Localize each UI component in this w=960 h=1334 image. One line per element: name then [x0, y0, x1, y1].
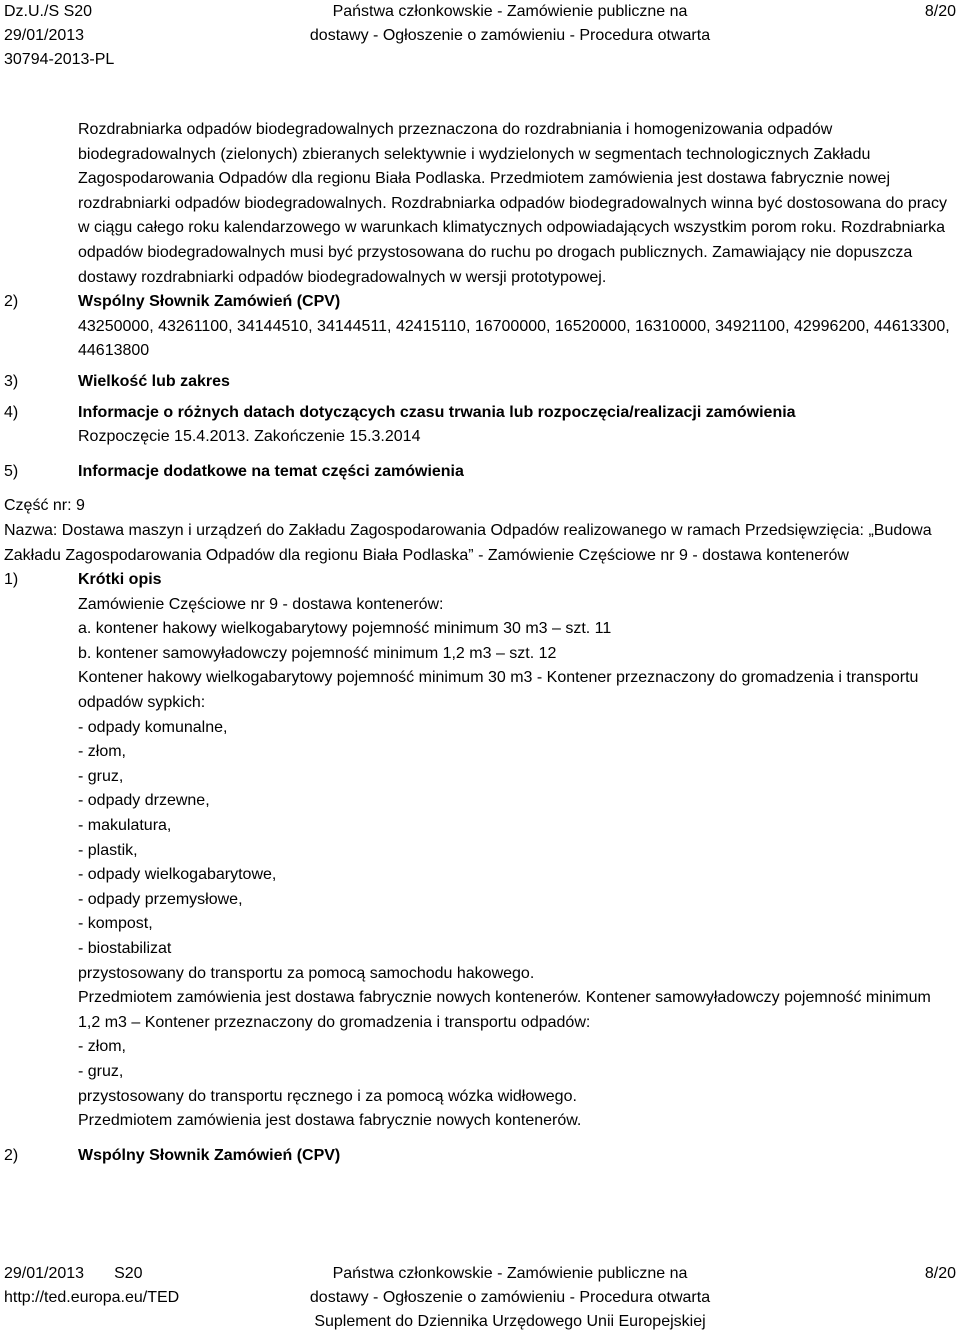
footer-series: S20	[114, 1265, 143, 1282]
dates-text: Rozpoczęcie 15.4.2013. Zakończenie 15.3.2014	[78, 428, 421, 446]
footer-date-series	[4, 1262, 143, 1286]
page-header	[0, 0, 960, 72]
section-heading: Wspólny Słownik Zamówień (CPV)	[78, 293, 341, 311]
footer-date: 29/01/2013	[4, 1265, 85, 1282]
desc-line: Przedmiotem zamówienia jest dostawa fabrycznie nowych kontenerów. Kontener samowyładowczy pojemność minimum 1,2 m3 – Kontener przeznaczony do gromadzenia i transportu odpadów:	[78, 989, 931, 1031]
section-dates	[4, 401, 956, 450]
desc-line: przystosowany do transportu za pomocą samochodu hakowego.	[78, 964, 535, 982]
section-number: 4)	[4, 403, 19, 421]
section-number: 5)	[4, 462, 19, 480]
desc-line: - odpady wielkogabarytowe,	[78, 866, 277, 884]
section-cpv-2	[4, 1144, 956, 1169]
section-heading: Wielkość lub zakres	[78, 372, 230, 390]
desc-line: - odpady komunalne,	[78, 718, 228, 736]
section-short-description	[4, 568, 956, 1134]
desc-line: - plastik,	[78, 841, 138, 859]
doc-id: Dz.U./S S20	[4, 3, 93, 20]
cpv-codes: 43250000, 43261100, 34144510, 34144511, 42415110, 16700000, 16520000, 16310000, 34921100, 42996200, 44613300, 44613800	[78, 317, 950, 360]
section-heading: Wspólny Słownik Zamówień (CPV)	[78, 1146, 341, 1164]
header-date: 29/01/2013	[4, 27, 85, 44]
header-title	[260, 3, 760, 48]
section-cpv	[4, 290, 956, 364]
desc-line: b. kontener samowyładowczy pojemność minimum 1,2 m3 – szt. 12	[78, 644, 557, 662]
desc-line: - biostabilizat	[78, 940, 172, 957]
desc-line: - złom,	[78, 743, 126, 761]
footer-url[interactable]: http://ted.europa.eu/TED	[4, 1289, 180, 1306]
section-heading: Krótki opis	[78, 571, 162, 589]
section-number: 1)	[4, 571, 19, 589]
desc-line: - odpady przemysłowe,	[78, 890, 243, 908]
part-name: Nazwa: Dostawa maszyn i urządzeń do Zakładu Zagospodarowania Odpadów realizowanego w ramach Przedsięwzięcia: „Budowa Zakładu Zagospodarowania Odpadów dla regionu Biała Podlaska” - Zamówienie Częściowe nr 9 - dostawa kontenerów	[4, 521, 932, 564]
desc-line: - odpady drzewne,	[78, 792, 210, 810]
header-left	[4, 0, 114, 72]
desc-line: przystosowany do transportu ręcznego i za pomocą wózka widłowego.	[78, 1087, 577, 1105]
section-heading: Informacje dodatkowe na temat części zamówienia	[78, 462, 464, 480]
desc-line: Kontener hakowy wielkogabarytowy pojemność minimum 30 m3 - Kontener przeznaczony do gromadzenia i transportu odpadów sypkich:	[78, 669, 919, 712]
desc-line: - złom,	[78, 1038, 126, 1056]
section-number: 2)	[4, 1146, 19, 1164]
part-number: Część nr: 9	[4, 497, 85, 515]
footer-title-line2: dostawy - Ogłoszenie o zamówieniu - Procedura otwarta	[309, 1289, 711, 1306]
desc-line: Zamówienie Częściowe nr 9 - dostawa kontenerów:	[78, 595, 444, 613]
short-description-lines	[78, 593, 956, 1134]
header-ref: 30794-2013-PL	[4, 51, 115, 68]
footer-page-number: 8/20	[924, 1265, 956, 1282]
desc-line: Przedmiotem zamówienia jest dostawa fabrycznie nowych kontenerów.	[78, 1112, 582, 1130]
page-footer	[0, 1262, 960, 1334]
footer-title-line1: Państwa członkowskie - Zamówienie publiczne na	[332, 1265, 688, 1282]
footer-title	[260, 1262, 760, 1334]
document-body	[4, 118, 956, 1168]
desc-line: - kompost,	[78, 915, 153, 933]
section-scope	[4, 370, 956, 395]
section-number: 2)	[4, 293, 19, 311]
top-paragraph: Rozdrabniarka odpadów biodegradowalnych przeznaczona do rozdrabniania i homogenizowania odpadów biodegradowalnych (zielonych) zbieranych selektywnie i wydzielonych w segmentach technologicznych Zakładu Zagospodarowania Odpadów dla regionu Biała Podlaska. Przedmiotem zamówienia jest dostawa fabrycznie nowej rozdrabniarki odpadów biodegradowalnych. Rozdrabniarka odpadów biodegradowalnych winna być dostosowana do pracy w ciągu całego roku kalendarzowego w warunkach klimatycznych odpowiadających wszystkim porom roku. Rozdrabniarka odpadów biodegradowalnych musi być przystosowana do ruchu po drogach publicznych. Zamawiający nie dopuszcza dostawy rozdrabniarki odpadów biodegradowalnych w wersji prototypowej.	[78, 121, 947, 286]
desc-line: a. kontener hakowy wielkogabarytowy pojemność minimum 30 m3 – szt. 11	[78, 620, 612, 638]
section-additional-info	[4, 460, 956, 485]
header-page-number: 8/20	[924, 3, 956, 20]
section-heading: Informacje o różnych datach dotyczących czasu trwania lub rozpoczęcia/realizacji zamówienia	[78, 403, 796, 421]
header-title-line2: dostawy - Ogłoszenie o zamówieniu - Procedura otwarta	[309, 27, 711, 44]
section-number: 3)	[4, 372, 19, 390]
header-title-line1: Państwa członkowskie - Zamówienie publiczne na	[332, 3, 688, 20]
desc-line: - gruz,	[78, 767, 124, 785]
footer-title-line3: Suplement do Dziennika Urzędowego Unii Europejskiej	[314, 1313, 706, 1330]
desc-line: - makulatura,	[78, 817, 172, 835]
desc-line: - gruz,	[78, 1062, 124, 1080]
